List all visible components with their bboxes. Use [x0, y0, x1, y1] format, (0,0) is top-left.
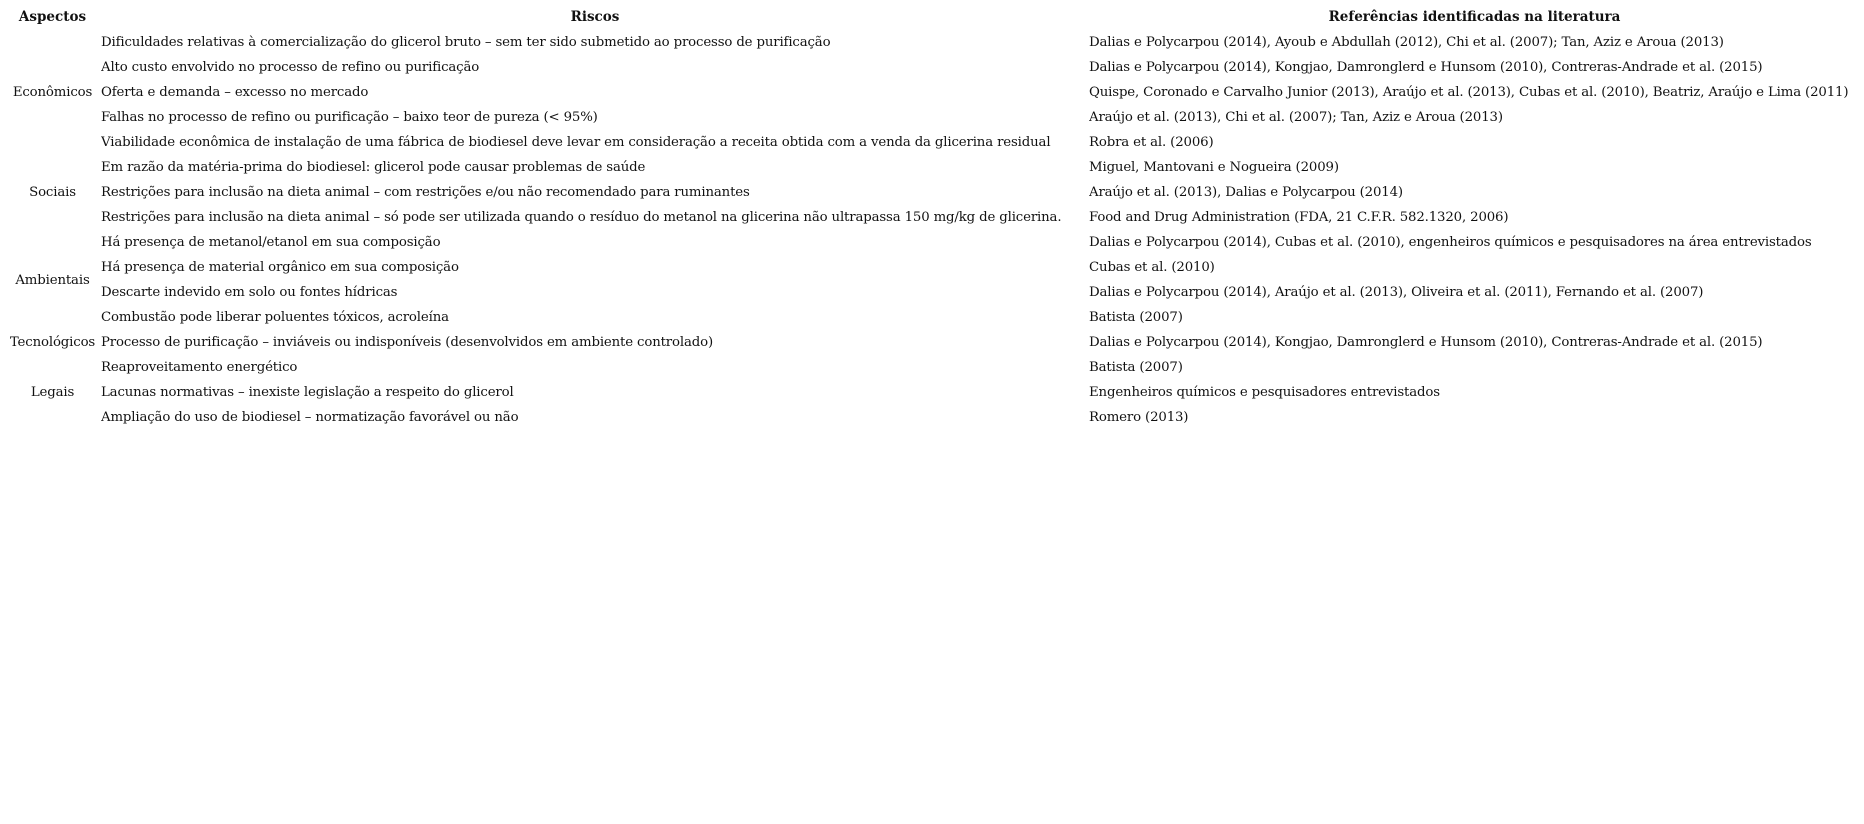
table-row — [4, 130, 1860, 155]
risk-cell: Combustão pode liberar poluentes tóxicos, acroleína — [101, 310, 449, 325]
table-row — [4, 55, 1860, 80]
reference-cell: Dalias e Polycarpou (2014), Kongjao, Damronglerd e Hunsom (2010), Contreras-Andrade et al. (2015) — [1089, 60, 1763, 75]
risk-cell: Reaproveitamento energético — [101, 360, 298, 375]
risk-cell: Falhas no processo de refino ou purificação – baixo teor de pureza (< 95%) — [101, 110, 598, 125]
risk-cell: Há presença de metanol/etanol em sua composição — [101, 235, 441, 250]
reference-cell: Batista (2007) — [1089, 360, 1183, 375]
reference-cell: Dalias e Polycarpou (2014), Kongjao, Damronglerd e Hunsom (2010), Contreras-Andrade et al. (2015) — [1089, 335, 1763, 350]
risk-cell: Alto custo envolvido no processo de refino ou purificação — [101, 60, 480, 75]
header-references: Referências identificadas na literatura — [1328, 9, 1621, 25]
reference-cell: Cubas et al. (2010) — [1089, 260, 1215, 275]
aspect-cell: Tecnológicos — [9, 335, 96, 350]
risk-cell: Há presença de material orgânico em sua composição — [101, 260, 459, 275]
table-row — [4, 105, 1860, 130]
table-row — [4, 30, 1860, 55]
table-body — [4, 30, 1860, 430]
table-header — [4, 5, 1860, 30]
table-row — [4, 205, 1860, 230]
reference-cell: Dalias e Polycarpou (2014), Ayoub e Abdullah (2012), Chi et al. (2007); Tan, Aziz e Aroua (2013) — [1089, 35, 1724, 50]
risk-cell: Ampliação do uso de biodiesel – normatização favorável ou não — [101, 410, 519, 425]
table-row — [4, 155, 1860, 180]
risk-table — [4, 5, 1860, 430]
risk-cell: Restrições para inclusão na dieta animal – com restrições e/ou não recomendado para ruminantes — [101, 185, 750, 200]
table-row — [4, 330, 1860, 355]
risk-cell: Restrições para inclusão na dieta animal – só pode ser utilizada quando o resíduo do metanol na glicerina não ultrapassa 150 mg/kg de glicerina. — [101, 210, 1062, 225]
table-row — [4, 80, 1860, 105]
table-row — [4, 180, 1860, 205]
risk-cell: Processo de purificação – inviáveis ou indisponíveis (desenvolvidos em ambiente controlado) — [101, 335, 713, 350]
reference-cell: Dalias e Polycarpou (2014), Araújo et al. (2013), Oliveira et al. (2011), Fernando et al. (2007) — [1089, 285, 1704, 300]
risk-cell: Dificuldades relativas à comercialização do glicerol bruto – sem ter sido submetido ao processo de purificação — [101, 35, 831, 50]
aspect-cell: Legais — [30, 385, 75, 400]
reference-cell: Batista (2007) — [1089, 310, 1183, 325]
reference-cell: Dalias e Polycarpou (2014), Cubas et al. (2010), engenheiros químicos e pesquisadores na área entrevistados — [1089, 235, 1812, 250]
risk-cell: Em razão da matéria-prima do biodiesel: glicerol pode causar problemas de saúde — [101, 160, 646, 175]
table-row — [4, 380, 1860, 405]
table-row — [4, 355, 1860, 380]
header-risks: Riscos — [570, 9, 620, 25]
header-aspects: Aspectos — [18, 9, 87, 25]
reference-cell: Araújo et al. (2013), Dalias e Polycarpou (2014) — [1089, 185, 1403, 200]
aspect-cell: Econômicos — [12, 85, 93, 100]
reference-cell: Romero (2013) — [1089, 410, 1189, 425]
reference-cell: Araújo et al. (2013), Chi et al. (2007); Tan, Aziz e Aroua (2013) — [1089, 110, 1503, 125]
reference-cell: Robra et al. (2006) — [1089, 135, 1214, 150]
reference-cell: Food and Drug Administration (FDA, 21 C.F.R. 582.1320, 2006) — [1089, 210, 1509, 225]
risk-cell: Lacunas normativas – inexiste legislação a respeito do glicerol — [101, 385, 514, 400]
reference-cell: Miguel, Mantovani e Nogueira (2009) — [1089, 160, 1339, 175]
reference-cell: Engenheiros químicos e pesquisadores entrevistados — [1089, 385, 1440, 400]
table-row — [4, 255, 1860, 280]
risk-cell: Descarte indevido em solo ou fontes hídricas — [101, 285, 398, 300]
aspect-cell: Ambientais — [15, 272, 90, 288]
reference-cell: Quispe, Coronado e Carvalho Junior (2013), Araújo et al. (2013), Cubas et al. (2010), Beatriz, Araújo e Lima (2011) — [1089, 85, 1849, 100]
header-row — [4, 5, 1860, 30]
table-row — [4, 305, 1860, 330]
table-row — [4, 405, 1860, 430]
aspect-cell: Sociais — [29, 185, 76, 200]
risk-cell: Oferta e demanda – excesso no mercado — [101, 85, 369, 100]
table-row — [4, 230, 1860, 255]
table-row — [4, 280, 1860, 305]
risk-cell: Viabilidade econômica de instalação de uma fábrica de biodiesel deve levar em consideração a receita obtida com a venda da glicerina residual — [101, 135, 1051, 150]
